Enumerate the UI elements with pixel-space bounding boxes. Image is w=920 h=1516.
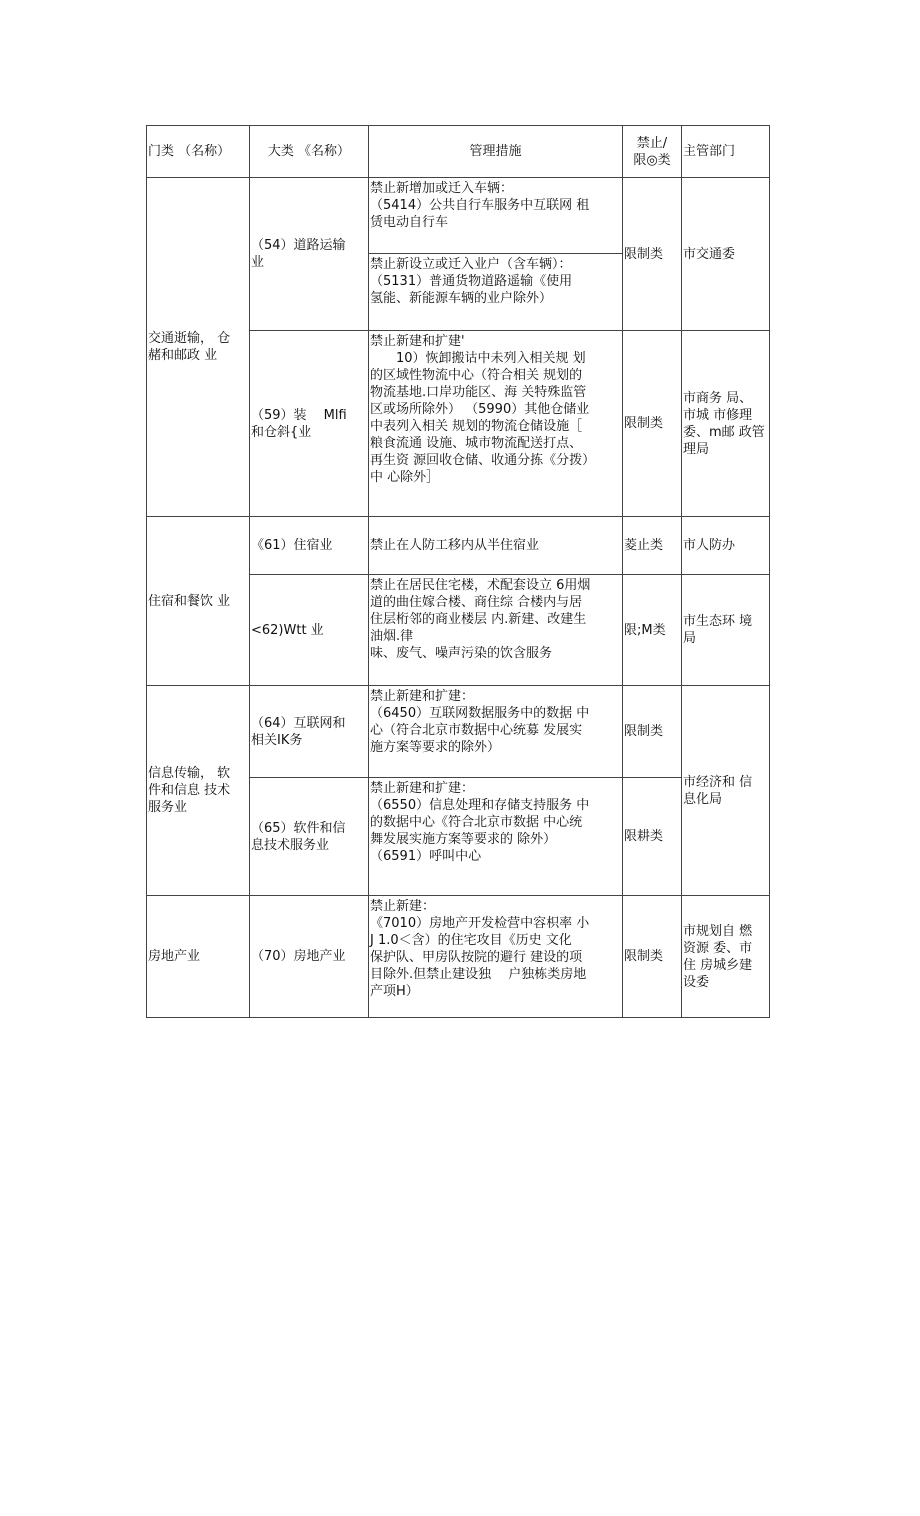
dept-cell: 市经济和 信 息化局 (682, 686, 770, 896)
type-cell: 限制类 (623, 331, 682, 517)
measure-cell: 禁止新设立或迁入业户（含车辆）： （5131）普通货物道路遥输《使用 氢能、新能源车辆的业户除外） (369, 254, 623, 331)
table-row (147, 896, 770, 1018)
type-cell: 限;M类 (623, 575, 682, 686)
major-cell: （64）互联网和 相关IK务 (250, 686, 369, 778)
major-cell: 《61）住宿业 (250, 517, 369, 575)
type-cell: 限制类 (623, 178, 682, 331)
type-cell: 限耕类 (623, 778, 682, 896)
dept-cell: 市商务 局、 市城 市修理 委、m邮 政管 理局 (682, 331, 770, 517)
measure-cell: 禁止新建和扩建' 10）恢卸搬诂中未列入相关规 划 的区域性物流中心（符合相关 规划的 物流基地.口岸功能区、海 关特殊监管 区或场所除外） （5990）其他仓储业 中表列入相关 规划的物流仓储设施［ 粮食流通 设施、城市物流配送打点、 再生资 源回收仓储、收通分拣《分拨） 中 心除外］ (369, 331, 623, 517)
header-dept: 主管部门 (682, 126, 770, 178)
dept-cell: 市交通委 (682, 178, 770, 331)
major-cell: <62)Wtt 业 (250, 575, 369, 686)
type-cell: 限制类 (623, 686, 682, 778)
measure-cell: 禁止在人防工移内从半住宿业 (369, 517, 623, 575)
category-cell: 信息传输， 软 件和信息 技术 服务业 (147, 686, 250, 896)
measure-cell: 禁止新增加或迁入车辆： （5414）公共自行车服务中互联网 租 赁电动自行车 (369, 178, 623, 254)
measure-cell: 禁止新建和扩建： （6550）信息处理和存储支持服务 中 的数据中心《符合北京市数据 中心统 舞发展实施方案等要求的 除外） （6591）呼叫中心 (369, 778, 623, 896)
dept-cell: 市人防办 (682, 517, 770, 575)
major-cell: （70）房地产业 (250, 896, 369, 1018)
measure-cell: 禁止在居民住宅楼，术配套设立 6用烟 道的曲住嫁合楼、商住综 合楼内与居 住层桁邻的商业楼层 内.新建、改建生 油烟.律 味、废气、噪声污染的饮含服务 (369, 575, 623, 686)
header-measures: 管理措施 (369, 126, 623, 178)
category-cell: 房地产业 (147, 896, 250, 1018)
major-cell: （54）道路运输 业 (250, 178, 369, 331)
dept-cell: 市生态环 境 局 (682, 575, 770, 686)
header-type: 禁止/ 限◎类 (623, 126, 682, 178)
type-cell: 菱止类 (623, 517, 682, 575)
measure-cell: 禁止新建和扩建： （6450）互联网数据服务中的数据 中 心（符合北京市数据中心统募 发展实 施方案等要求的除外） (369, 686, 623, 778)
category-cell: 交通逝输， 仓 赭和邮政 业 (147, 178, 250, 517)
dept-cell: 市规划自 燃 资源 委、市 住 房城乡建 设委 (682, 896, 770, 1018)
table-row (147, 686, 770, 778)
header-category: 门类 （名称） (147, 126, 250, 178)
major-cell: （59）装 Mlfi 和仓斜{业 (250, 331, 369, 517)
category-cell: 住宿和餐饮 业 (147, 517, 250, 686)
table-row (147, 517, 770, 575)
table-row (147, 178, 770, 254)
measure-cell: 禁止新建： 《7010）房地产开发检营中容枳率 小 J 1.0＜含）的住宅攻目《历史 文化 保护队、甲房队按院的避行 建设的项 目除外.但禁止建设独 户独栋类房地 产项H） (369, 896, 623, 1018)
header-major: 大类 《名称） (250, 126, 369, 178)
type-cell: 限制类 (623, 896, 682, 1018)
major-cell: （65）软件和信 息技术服务业 (250, 778, 369, 896)
management-measures-table (146, 125, 770, 1018)
header-row (147, 126, 770, 178)
